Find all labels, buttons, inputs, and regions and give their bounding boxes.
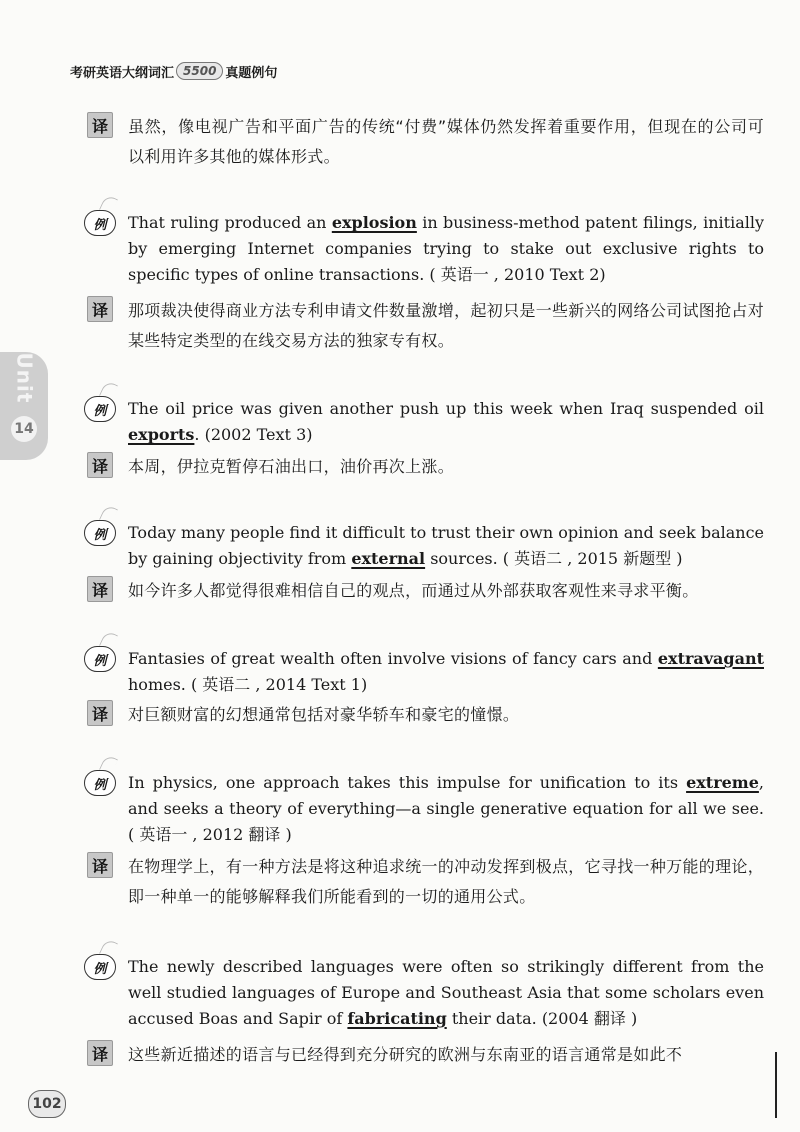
example-icon: 例 (84, 520, 116, 546)
unit-tab (0, 352, 48, 460)
translation-text: 虽然，像电视广告和平面广告的传统“付费”媒体仍然发挥着重要作用，但现在的公司可以利用许多其他的媒体形式。 (128, 117, 764, 166)
header-subtitle: 真题例句 (225, 65, 278, 81)
translation-icon: 译 (87, 1040, 113, 1066)
page-edge-line (775, 1052, 777, 1118)
keyword: extravagant (657, 649, 764, 668)
example-icon: 例 (84, 646, 116, 672)
unit-number: 14 (11, 416, 37, 442)
unit-label: Unit (12, 352, 36, 404)
example-sentence: The oil price was given another push up this week when Iraq suspended oil exports. (2002 Text 3) (128, 399, 764, 444)
example-block (84, 646, 764, 698)
keyword: explosion (331, 213, 417, 232)
translation-icon: 译 (87, 852, 113, 878)
example-sentence: In physics, one approach takes this impulse for unification to its extreme, and seeks a theory of everything—a single generative equation for all we see. ( 英语一 , 2012 翻译 ) (128, 773, 764, 844)
translation-text: 这些新近描述的语言与已经得到充分研究的欧洲与东南亚的语言通常是如此不 (128, 1045, 683, 1064)
example-icon: 例 (84, 954, 116, 980)
translation-icon: 译 (87, 700, 113, 726)
example-icon: 例 (84, 396, 116, 422)
example-icon: 例 (84, 210, 116, 236)
translation-block (84, 700, 764, 730)
translation-block (84, 1040, 764, 1070)
translation-block (84, 852, 764, 912)
example-icon: 例 (84, 770, 116, 796)
example-sentence: That ruling produced an explosion in business-method patent filings, initially by emerging Internet companies trying to stake out exclusive rights to specific types of online transactions. ( 英语一 , 2010 Text 2) (128, 213, 765, 284)
translation-text: 本周，伊拉克暂停石油出口，油价再次上涨。 (128, 457, 455, 476)
example-block (84, 520, 764, 572)
translation-block (84, 296, 764, 356)
keyword: exports (128, 425, 195, 444)
page-number: 102 (28, 1090, 66, 1118)
example-sentence: Today many people find it difficult to trust their own opinion and seek balance by gaining objectivity from external sources. ( 英语二 , 2015 新题型 ) (128, 523, 764, 568)
translation-text: 对巨额财富的幻想通常包括对豪华轿车和豪宅的憧憬。 (128, 705, 520, 724)
translation-block (84, 452, 764, 482)
running-header (70, 60, 277, 82)
translation-icon: 译 (87, 452, 113, 478)
example-block (84, 770, 764, 848)
translation-block (84, 576, 764, 606)
example-block (84, 396, 764, 448)
translation-block (84, 112, 764, 172)
example-block (84, 954, 764, 1032)
translation-icon: 译 (87, 576, 113, 602)
translation-text: 在物理学上，有一种方法是将这种追求统一的冲动发挥到极点，它寻找一种万能的理论，即一种单一的能够解释我们所能看到的一切的通用公式。 (128, 857, 764, 906)
example-sentence: The newly described languages were often so strikingly different from the well studied languages of Europe and Southeast Asia that some scholars even accused Boas and Sapir of fabricating their data. (2004 翻译 ) (128, 957, 764, 1028)
translation-text: 如今许多人都觉得很难相信自己的观点，而通过从外部获取客观性来寻求平衡。 (128, 581, 699, 600)
example-sentence: Fantasies of great wealth often involve visions of fancy cars and extravagant homes. ( 英语二 , 2014 Text 1) (128, 649, 764, 694)
translation-text: 那项裁决使得商业方法专利申请文件数量激增，起初只是一些新兴的网络公司试图抢占对某些特定类型的在线交易方法的独家专有权。 (128, 301, 764, 350)
keyword: extreme (686, 773, 759, 792)
example-block (84, 210, 764, 288)
header-badge: 5500 (176, 62, 223, 80)
header-title: 考研英语大纲词汇 (70, 65, 175, 81)
translation-icon: 译 (87, 296, 113, 322)
keyword: external (351, 549, 426, 568)
keyword: fabricating (347, 1009, 447, 1028)
translation-icon: 译 (87, 112, 113, 138)
